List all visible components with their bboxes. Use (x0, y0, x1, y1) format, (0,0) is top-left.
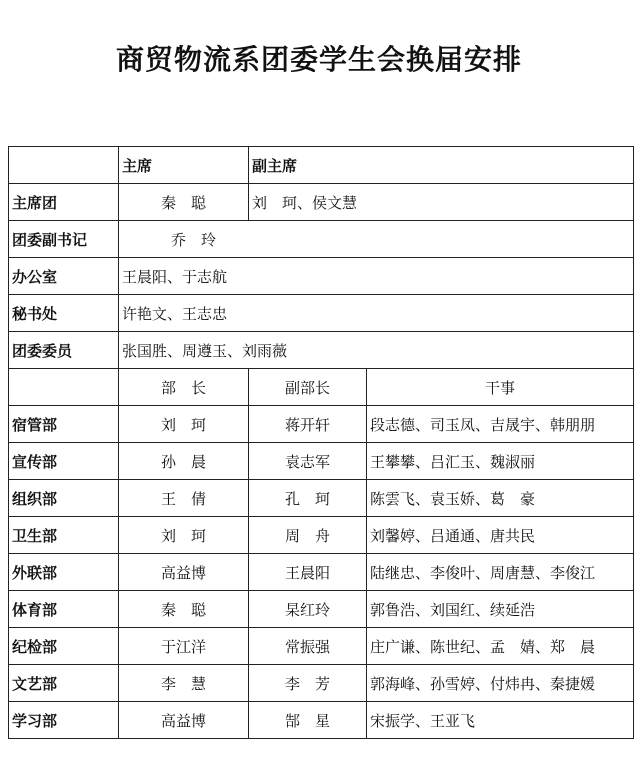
vice-minister-name: 杲红玲 (249, 591, 367, 628)
vice-minister-header: 副部长 (249, 369, 367, 406)
department-name: 学习部 (9, 702, 119, 739)
table-row (9, 554, 634, 591)
staff-names: 刘馨婷、吕通通、唐共民 (367, 517, 634, 554)
minister-name: 李 慧 (119, 665, 249, 702)
staff-names: 庄广谦、陈世纪、孟 婧、郑 晨 (367, 628, 634, 665)
staff-names: 王攀攀、吕汇玉、魏淑丽 (367, 443, 634, 480)
minister-name: 王 倩 (119, 480, 249, 517)
presidium-header-row (9, 147, 634, 184)
staff-names: 郭海峰、孙雪婷、付炜冉、秦捷媛 (367, 665, 634, 702)
staff-names: 郭鲁浩、刘国红、续延浩 (367, 591, 634, 628)
minister-name: 刘 珂 (119, 406, 249, 443)
minister-name: 高益博 (119, 554, 249, 591)
vice-minister-name: 郜 星 (249, 702, 367, 739)
page-title: 商贸物流系团委学生会换届安排 (115, 43, 522, 76)
table-row (9, 332, 634, 369)
department-name: 组织部 (9, 480, 119, 517)
department-header-row (9, 369, 634, 406)
row-label: 主席团 (9, 184, 119, 221)
vice-minister-name: 周 舟 (249, 517, 367, 554)
table-row (9, 517, 634, 554)
members-cell: 张国胜、周遵玉、刘雨薇 (119, 332, 634, 369)
table-row (9, 480, 634, 517)
minister-name: 秦 聪 (119, 591, 249, 628)
department-name: 卫生部 (9, 517, 119, 554)
members-cell: 许艳文、王志忠 (119, 295, 634, 332)
vice-chair-header: 副主席 (249, 147, 634, 184)
department-name: 宣传部 (9, 443, 119, 480)
department-name: 体育部 (9, 591, 119, 628)
table-row (9, 184, 634, 221)
minister-name: 于江洋 (119, 628, 249, 665)
department-name: 纪检部 (9, 628, 119, 665)
table-row (9, 443, 634, 480)
staff-header: 干事 (367, 369, 634, 406)
table-row (9, 628, 634, 665)
chair-header: 主席 (119, 147, 249, 184)
minister-header: 部 长 (119, 369, 249, 406)
table-row (9, 702, 634, 739)
table-row (9, 665, 634, 702)
vice-minister-name: 王晨阳 (249, 554, 367, 591)
blank-cell (9, 147, 119, 184)
department-name: 文艺部 (9, 665, 119, 702)
vice-minister-name: 常振强 (249, 628, 367, 665)
vice-minister-name: 李 芳 (249, 665, 367, 702)
deputy-secretary-name: 乔 玲 (119, 221, 634, 258)
vice-chair-names: 刘 珂、侯文慧 (249, 184, 634, 221)
vice-minister-name: 蒋开轩 (249, 406, 367, 443)
department-name: 宿管部 (9, 406, 119, 443)
minister-name: 高益博 (119, 702, 249, 739)
members-cell: 王晨阳、于志航 (119, 258, 634, 295)
table-row (9, 591, 634, 628)
staff-names: 宋振学、王亚飞 (367, 702, 634, 739)
vice-minister-name: 孔 珂 (249, 480, 367, 517)
department-name: 外联部 (9, 554, 119, 591)
row-label: 团委委员 (9, 332, 119, 369)
table-row (9, 295, 634, 332)
row-label: 团委副书记 (9, 221, 119, 258)
row-label: 办公室 (9, 258, 119, 295)
blank-cell (9, 369, 119, 406)
chair-name: 秦 聪 (119, 184, 249, 221)
vice-minister-name: 袁志军 (249, 443, 367, 480)
staff-names: 陆继忠、李俊叶、周唐慧、李俊江 (367, 554, 634, 591)
table-row (9, 221, 634, 258)
minister-name: 刘 珂 (119, 517, 249, 554)
minister-name: 孙 晨 (119, 443, 249, 480)
table-row (9, 406, 634, 443)
arrangement-table (8, 146, 634, 739)
staff-names: 段志德、司玉凤、吉晟宇、韩朋朋 (367, 406, 634, 443)
staff-names: 陈雲飞、袁玉娇、葛 豪 (367, 480, 634, 517)
row-label: 秘书处 (9, 295, 119, 332)
table-row (9, 258, 634, 295)
